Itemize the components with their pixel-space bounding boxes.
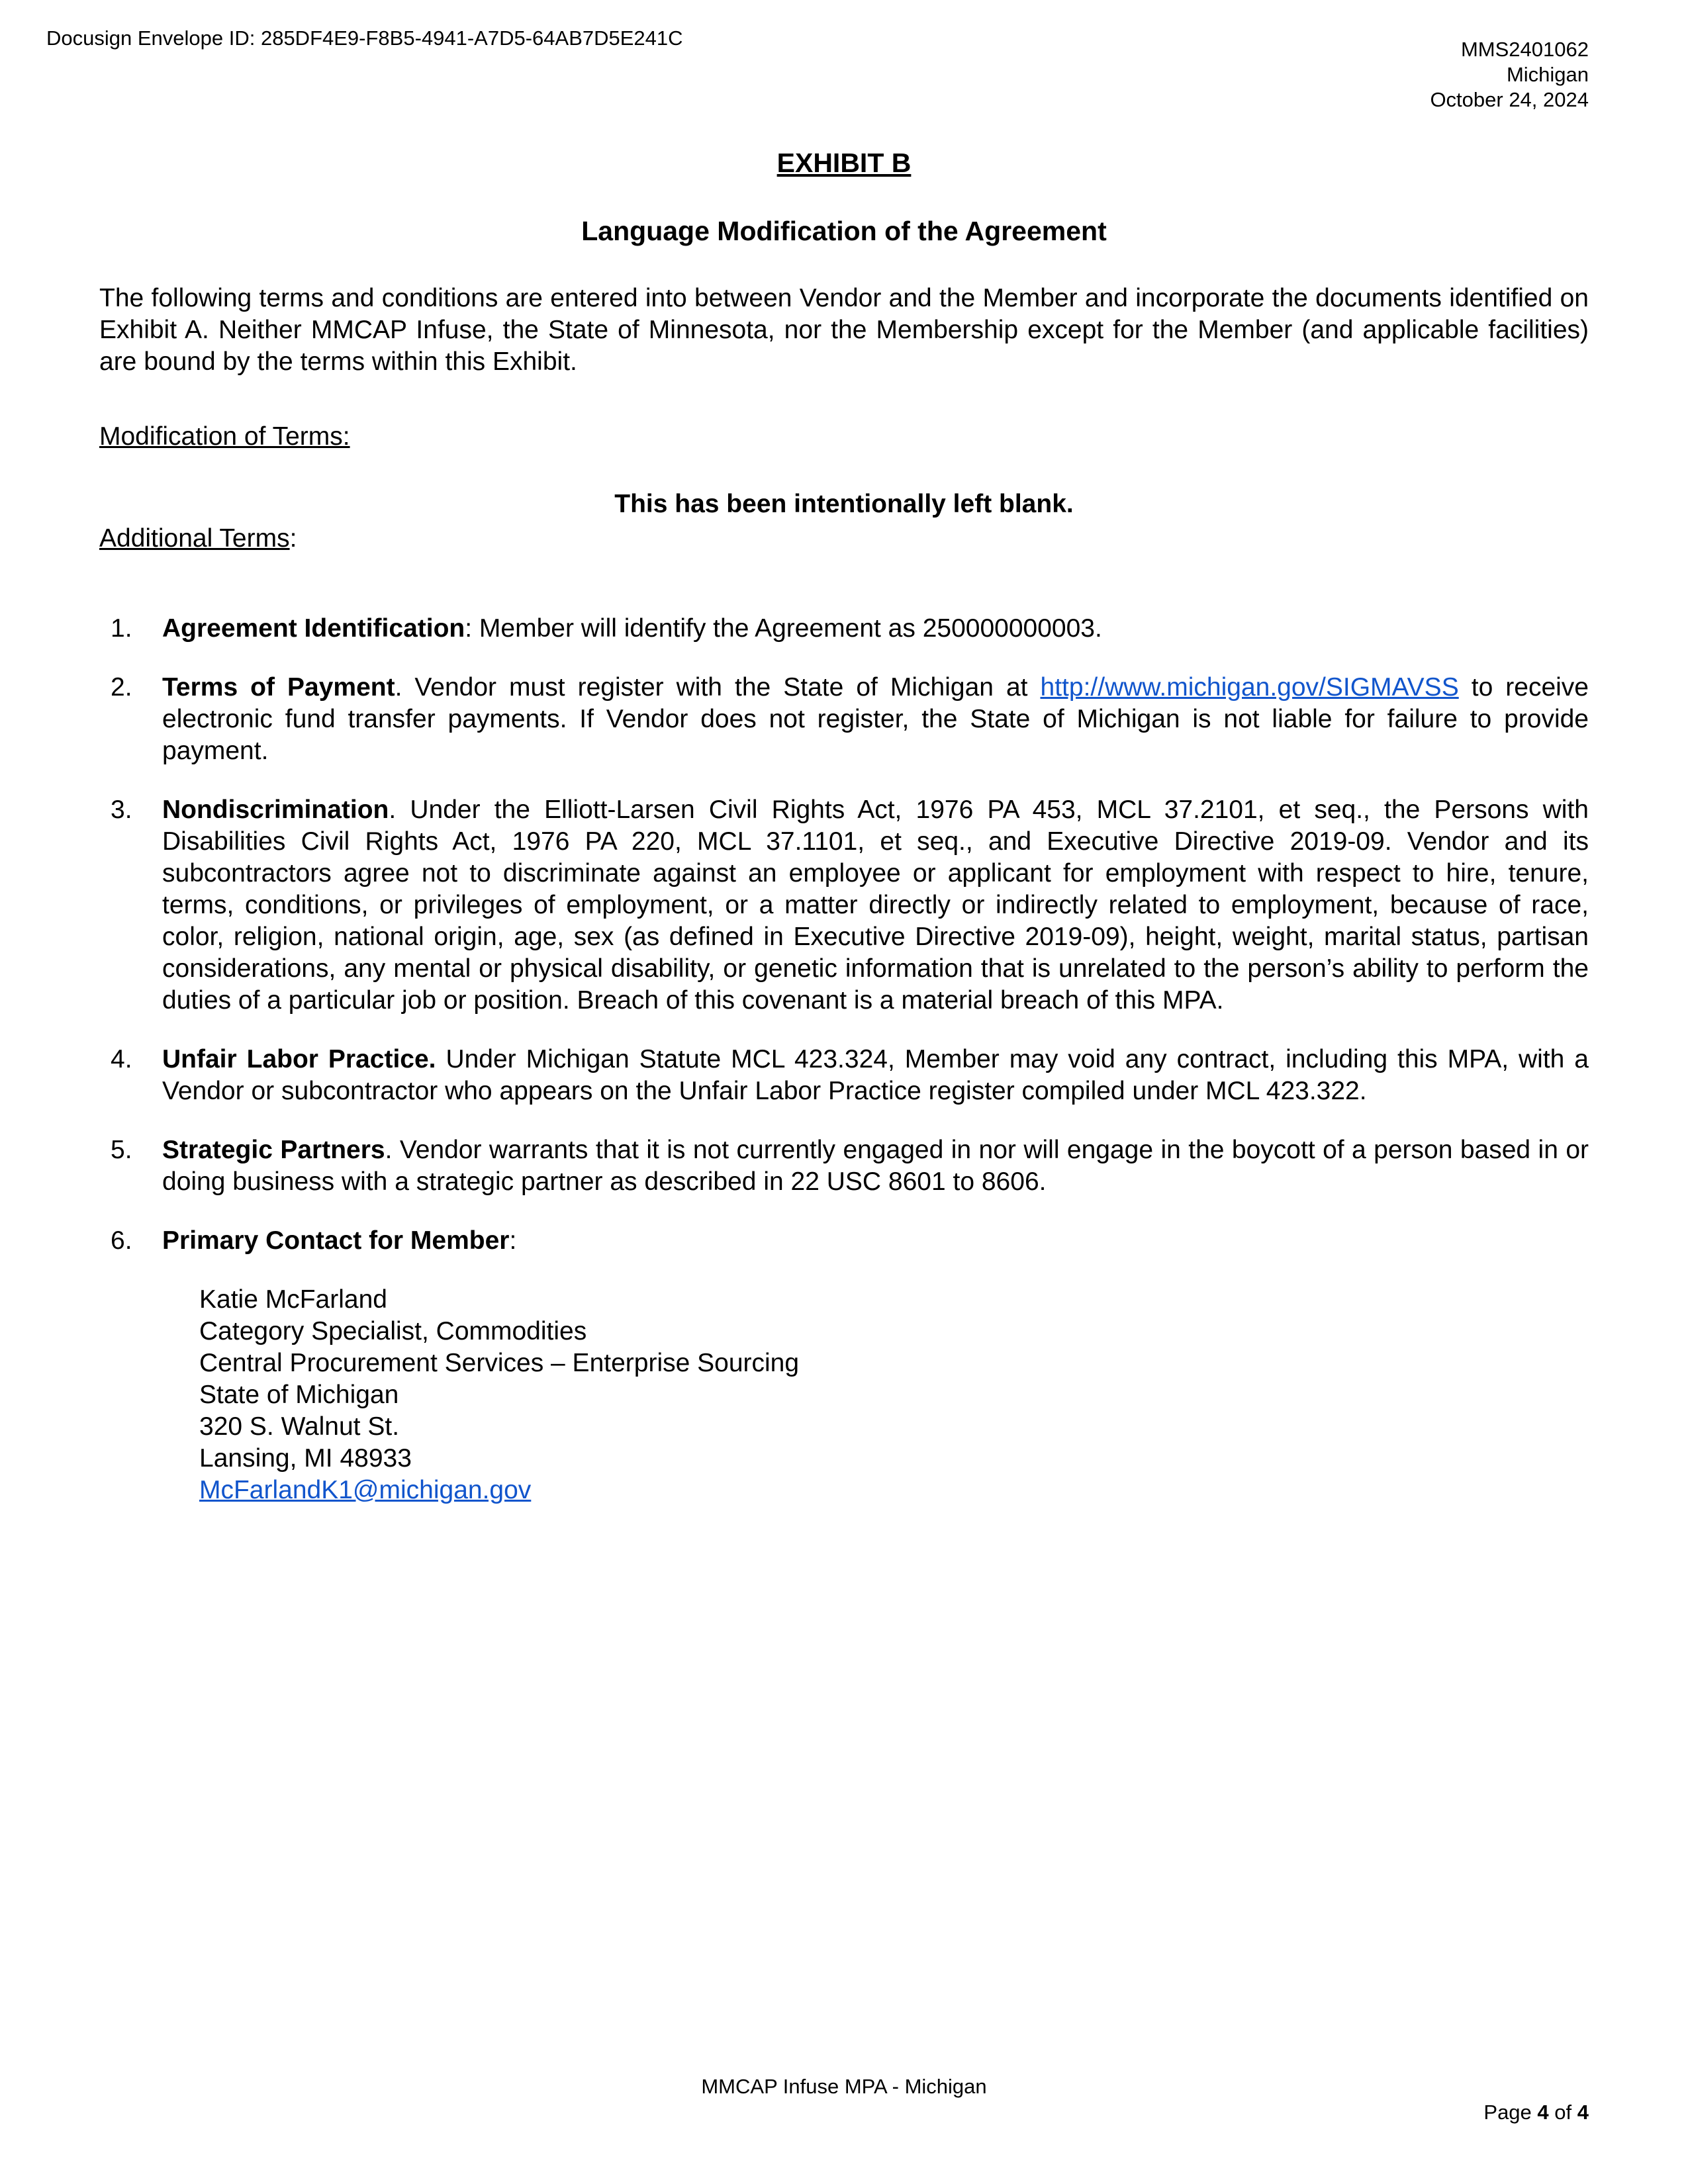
item-title: Primary Contact for Member [162,1226,510,1255]
footer-title: MMCAP Infuse MPA - Michigan [701,2075,987,2098]
item-text: : Member will identify the Agreement as 250000000003. [465,614,1102,643]
list-item [99,1225,1589,1506]
item-title: Terms of Payment [162,673,395,702]
page-number [1483,2101,1589,2124]
list-item [99,1044,1589,1107]
contact-city: Lansing, MI 48933 [199,1444,412,1473]
additional-terms-colon: : [289,524,297,553]
header-state: Michigan [1506,63,1589,86]
additional-terms-label: Additional Terms [99,524,290,553]
item-number: 3. [111,796,132,824]
item-number: 4. [111,1045,132,1073]
envelope-id: Docusign Envelope ID: 285DF4E9-F8B5-4941-A7D5-64AB7D5E241C [46,26,683,50]
item-title: Nondiscrimination [162,796,389,824]
item-number: 2. [111,673,132,702]
blank-note: This has been intentionally left blank. [614,490,1074,518]
contact-role: Category Specialist, Commodities [199,1317,587,1345]
item-text: . Under the Elliott-Larsen Civil Rights Act, 1976 PA 453, MCL 37.2101, et seq., the Persons with Disabilities Civil Rights Act, 1976 PA 220, MCL 37.1101, et seq., and Executive Directive 2019-09. Vendor and its subcontractors agree not to discriminate against an employee or applicant for employment with respect to hire, tenure, terms, conditions, or privileges of employment, or a matter directly or indirectly related to employment, because of race, color, religion, national origin, age, sex (as defined in Executive Directive 2019-09), height, weight, marital status, partisan considerations, any mental or physical disability, or genetic information that is unrelated to the person’s ability to perform the duties of a particular job or position. Breach of this covenant is a material breach of this MPA. [162,796,1589,1015]
page-mid: of [1548,2101,1577,2124]
list-item [99,1134,1589,1198]
contact-street: 320 S. Walnut St. [199,1412,400,1441]
item-number: 5. [111,1136,132,1164]
page-total: 4 [1577,2101,1589,2124]
modification-heading: Modification of Terms: [99,422,350,451]
additional-terms-heading [99,523,297,555]
item-number: 6. [111,1226,132,1255]
exhibit-title: EXHIBIT B [776,148,912,178]
item-title: Agreement Identification [162,614,465,643]
item-title: Strategic Partners [162,1136,385,1164]
contact-name: Katie McFarland [199,1285,387,1314]
item-text: Under Michigan Statute MCL 423.324, Member may void any contract, including this MPA, with a Vendor or subcontractor who appears on the Unfair Labor Practice register compiled under MCL 423.322. [162,1045,1589,1105]
doc-number: MMS2401062 [1460,38,1589,61]
terms-list [99,613,1589,1533]
document-header [1430,37,1589,113]
page-prefix: Page [1483,2101,1538,2124]
list-item [99,794,1589,1017]
page-current: 4 [1537,2101,1549,2124]
sigmavss-link[interactable]: http://www.michigan.gov/SIGMAVSS [1040,673,1459,702]
list-item [99,613,1589,645]
item-text: . Vendor warrants that it is not currently engaged in nor will engage in the boycott of a person based in or doing business with a strategic partner as described in 22 USC 8601 to 8606. [162,1136,1589,1196]
contact-department: Central Procurement Services – Enterprise Sourcing [199,1349,800,1377]
list-item [99,672,1589,767]
item-text: : [509,1226,517,1255]
intro-paragraph: The following terms and conditions are entered into between Vendor and the Member and incorporate the documents identified on Exhibit A. Neither MMCAP Infuse, the State of Minnesota, nor the Membership except for the Member (and applicable facilities) are bound by the terms within this Exhibit. [99,284,1589,376]
item-text: to receive electronic fund transfer payments. If Vendor does not register, the State of Michigan is not liable for failure to provide payment. [162,673,1589,765]
exhibit-subtitle: Language Modification of the Agreement [581,216,1107,246]
contact-block [162,1284,1589,1506]
header-date: October 24, 2024 [1430,88,1589,111]
contact-email-link[interactable]: McFarlandK1@michigan.gov [199,1476,532,1504]
item-number: 1. [111,614,132,643]
item-text: . Vendor must register with the State of Michigan at [395,673,1041,702]
contact-organization: State of Michigan [199,1381,399,1409]
item-title: Unfair Labor Practice. [162,1045,436,1073]
